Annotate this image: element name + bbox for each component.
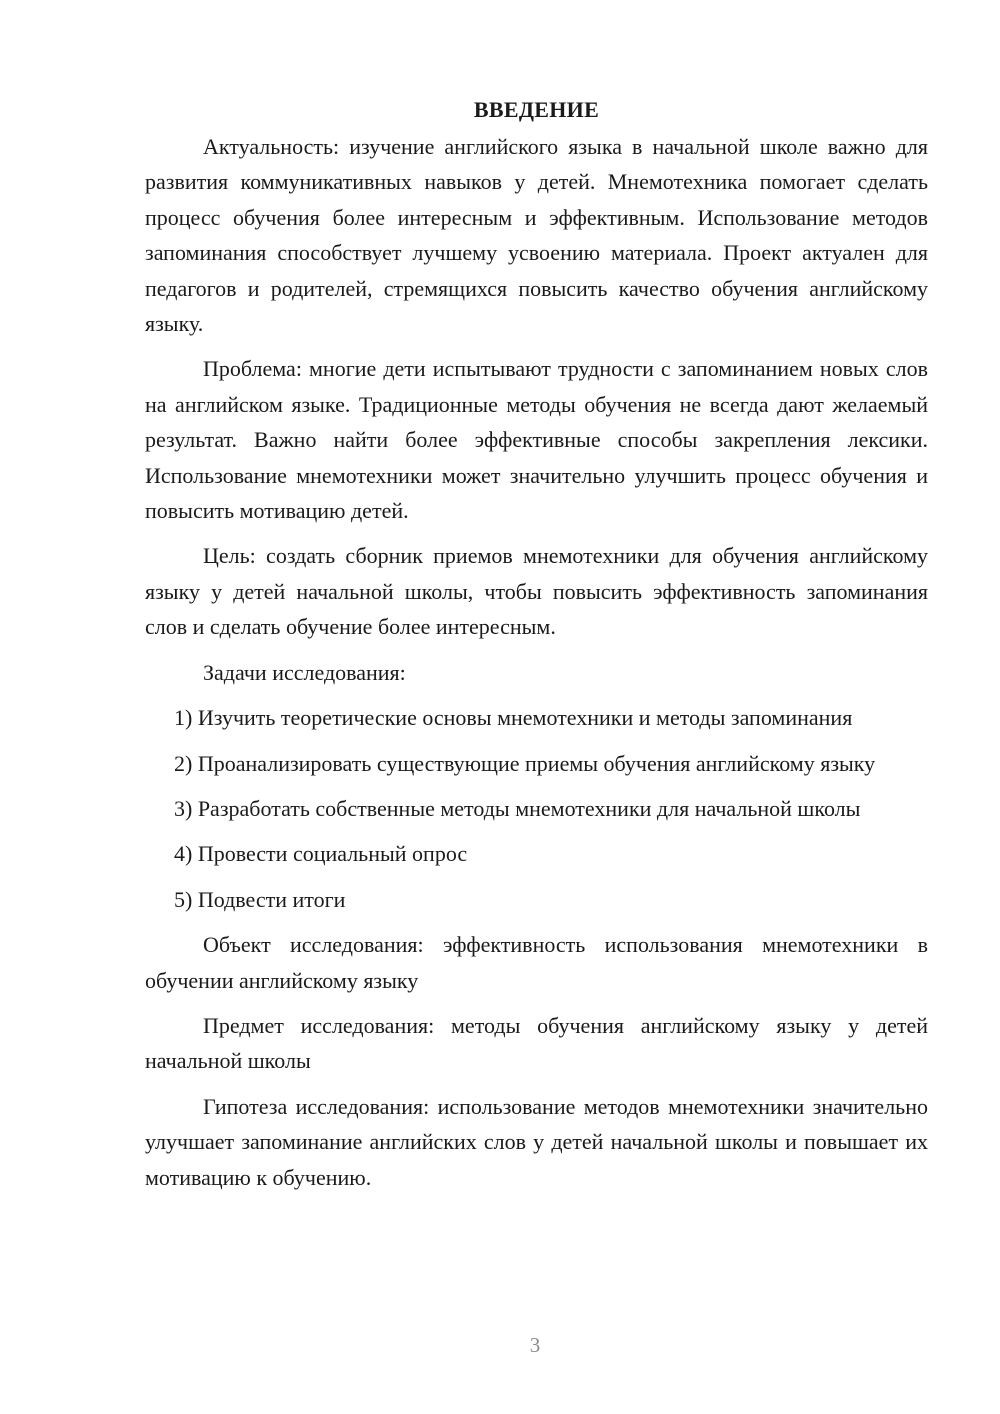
page-content [145, 92, 928, 1205]
list-item: 2) Проанализировать существующие приемы обучения английскому языку [174, 750, 876, 776]
page-number: 3 [529, 1333, 541, 1357]
list-item: 1) Изучить теоретические основы мнемотехники и методы запоминания [174, 705, 853, 731]
paragraph-relevance: Актуальность: изучение английского языка в начальной школе важно для развития коммуникативных навыков у детей. Мнемотехника помогает сделать процесс обучения более интересным и эффективным. Использование методов запоминания способствует лучшему усвоению материала. Проект актуален для педагогов и родителей, стремящихся повысить качество обучения английскому языку. [145, 134, 928, 337]
paragraph-object: Объект исследования: эффективность использования мнемотехники в обучении английскому языку [145, 932, 928, 993]
paragraph-goal: Цель: создать сборник приемов мнемотехники для обучения английскому языку у детей начальной школы, чтобы повысить эффективность запоминания слов и сделать обучение более интересным. [145, 543, 928, 640]
list-item: 4) Провести социальный опрос [174, 841, 468, 867]
page-title: ВВЕДЕНИЕ [473, 97, 600, 122]
paragraph-hypothesis: Гипотеза исследования: использование методов мнемотехники значительно улучшает запоминание английских слов у детей начальной школы и повышает их мотивацию к обучению. [145, 1093, 928, 1190]
tasks-heading: Задачи исследования: [203, 659, 406, 685]
paragraph-problem: Проблема: многие дети испытывают трудности с запоминанием новых слов на английском языке. Традиционные методы обучения не всегда дают желаемый результат. Важно найти более эффективные способы закрепления лексики. Использование мнемотехники может значительно улучшить процесс обучения и повысить мотивацию детей. [145, 356, 928, 524]
list-item: 5) Подвести итоги [174, 886, 346, 912]
list-item: 3) Разработать собственные методы мнемотехники для начальной школы [174, 795, 861, 821]
paragraph-subject: Предмет исследования: методы обучения английскому языку у детей начальной школы [145, 1012, 928, 1074]
